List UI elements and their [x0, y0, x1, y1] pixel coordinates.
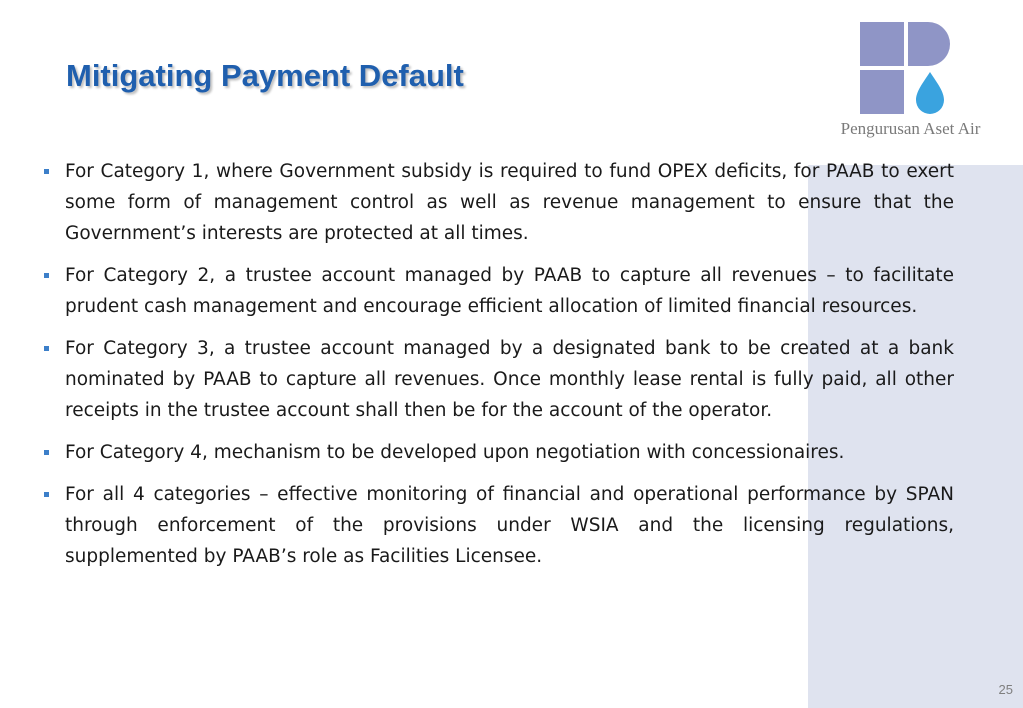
logo-mark-icon — [860, 22, 954, 114]
logo-caption: Pengurusan Aset Air — [840, 119, 981, 138]
slide-title: Mitigating Payment Default — [66, 58, 464, 93]
bullet-square-icon — [44, 273, 49, 278]
bullet-text: For Category 3, a trustee account managed by a designated bank to be created at a bank nominated by PAAB to capture all revenues. Once monthly lease rental is fully paid, all other receipts in the trustee account shall then be for the account of the operator. — [65, 338, 954, 421]
bullet-text: For Category 2, a trustee account managed by PAAB to capture all revenues – to facilitate prudent cash management and encourage efficient allocation of limited financial resources. — [65, 265, 954, 317]
list-item — [44, 437, 954, 468]
list-item — [44, 333, 954, 426]
bullet-square-icon — [44, 450, 49, 455]
bullet-text: For all 4 categories – effective monitoring of financial and operational performance by SPAN through enforcement of the provisions under WSIA and the licensing regulations, supplemented by PAAB’s role as Facilities Licensee. — [65, 484, 954, 567]
bullet-text: For Category 4, mechanism to be developed upon negotiation with concessionaires. — [65, 442, 845, 463]
bullet-text: For Category 1, where Government subsidy is required to fund OPEX deficits, for PAAB to exert some form of management control as well as revenue management to ensure that the Government’s interests are protected at all times. — [65, 161, 954, 244]
bullet-square-icon — [44, 346, 49, 351]
bullet-square-icon — [44, 492, 49, 497]
list-item — [44, 156, 954, 249]
bullet-square-icon — [44, 169, 49, 174]
logo — [818, 22, 1003, 147]
list-item — [44, 260, 954, 322]
bullet-list — [44, 156, 954, 583]
list-item — [44, 479, 954, 572]
slide-number: 25 — [998, 682, 1013, 697]
